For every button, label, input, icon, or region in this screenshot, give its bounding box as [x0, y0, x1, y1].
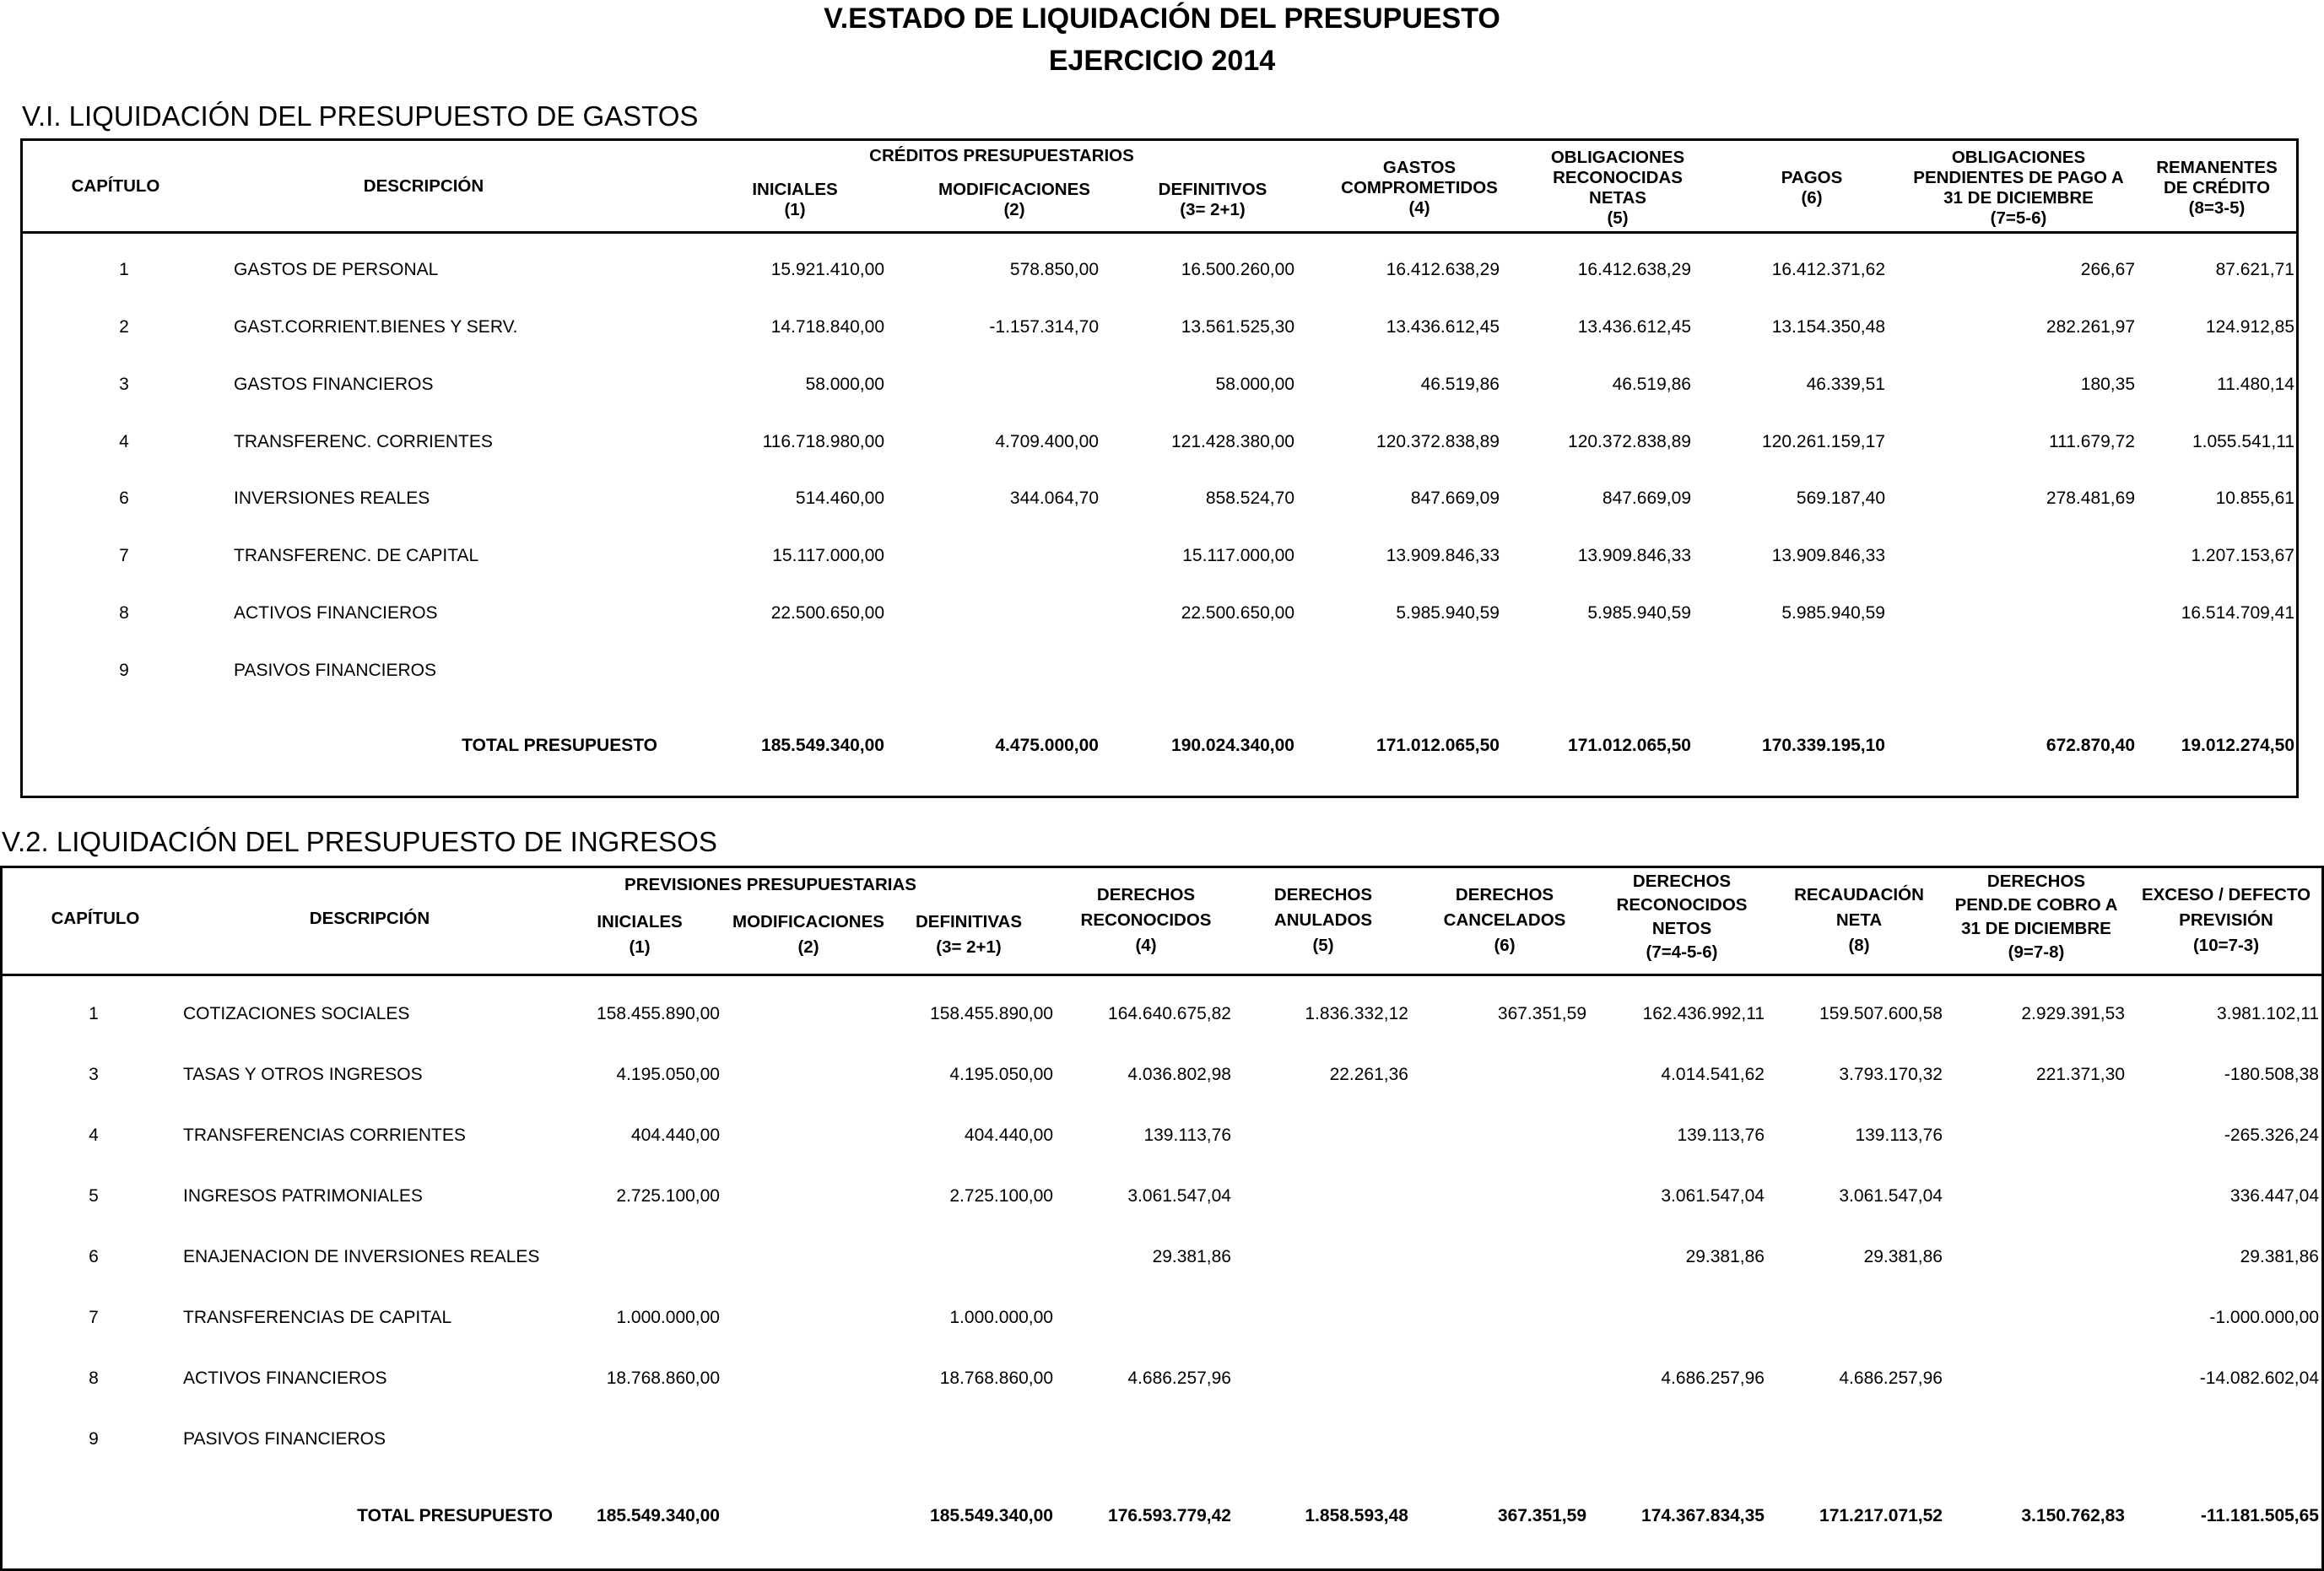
- gastos-table: [20, 138, 2299, 798]
- cell-descripcion: GAST.CORRIENT.BIENES Y SERV.: [234, 317, 518, 337]
- cell-iniciales: 404.440,00: [630, 1126, 720, 1145]
- cell-capitulo: 6: [89, 1247, 99, 1266]
- cell-recaudacion: 3.061.547,04: [1839, 1186, 1943, 1206]
- cell-modificaciones: 4.709.400,00: [995, 432, 1099, 451]
- total-cell-cancelados: 367.351,59: [1497, 1506, 1586, 1525]
- cell-netos: 29.381,86: [1685, 1247, 1765, 1266]
- cell-descripcion: GASTOS FINANCIEROS: [234, 375, 434, 394]
- cell-remanentes: 10.855,61: [2215, 489, 2294, 508]
- col-header-netos: DERECHOS RECONOCIDOS NETOS (7=4-5-6): [1616, 872, 1748, 962]
- total-cell-remanentes: 19.012.274,50: [2181, 736, 2294, 755]
- cell-iniciales: 4.195.050,00: [616, 1065, 720, 1084]
- cell-definitivas: 404.440,00: [964, 1126, 1053, 1145]
- cell-descripcion: ACTIVOS FINANCIEROS: [234, 603, 438, 623]
- cell-netos: 4.014.541,62: [1661, 1065, 1765, 1084]
- cell-pagos: 16.412.371,62: [1771, 260, 1885, 279]
- cell-reconocidos: 4.036.802,98: [1127, 1065, 1231, 1084]
- cell-pendientes: 266,67: [2080, 260, 2135, 279]
- cell-definitivas: 4.195.050,00: [949, 1065, 1053, 1084]
- cell-capitulo: 9: [119, 661, 129, 680]
- cell-modificaciones: 578.850,00: [1009, 260, 1099, 279]
- cell-descripcion: INGRESOS PATRIMONIALES: [183, 1186, 423, 1206]
- cell-iniciales: 14.718.840,00: [770, 317, 884, 337]
- col-header-recaudacion: RECAUDACIÓN NETA (8): [1794, 885, 1924, 955]
- cell-obligaciones: 13.436.612,45: [1577, 317, 1691, 337]
- col-header-cancelados: DERECHOS CANCELADOS (6): [1443, 885, 1566, 955]
- cell-capitulo: 5: [89, 1186, 99, 1206]
- cell-comprometidos: 120.372.838,89: [1376, 432, 1500, 451]
- cell-pagos: 120.261.159,17: [1762, 432, 1885, 451]
- cell-descripcion: PASIVOS FINANCIEROS: [183, 1429, 386, 1449]
- cell-modificaciones: 344.064,70: [1009, 489, 1099, 508]
- col-header-exceso: EXCESO / DEFECTO PREVISIÓN (10=7-3): [2141, 885, 2311, 955]
- cell-comprometidos: 13.909.846,33: [1386, 546, 1500, 565]
- cell-exceso: -14.082.602,04: [2199, 1369, 2319, 1388]
- cell-iniciales: 58.000,00: [805, 375, 884, 394]
- cell-definitivos: 13.561.525,30: [1181, 317, 1294, 337]
- cell-capitulo: 2: [119, 317, 129, 337]
- total-cell-definitivos: 190.024.340,00: [1171, 736, 1294, 755]
- cell-netos: 4.686.257,96: [1661, 1369, 1765, 1388]
- cell-exceso: -1.000.000,00: [2209, 1308, 2319, 1327]
- cell-obligaciones: 120.372.838,89: [1568, 432, 1691, 451]
- cell-capitulo: 3: [119, 375, 129, 394]
- cell-comprometidos: 847.669,09: [1410, 489, 1500, 508]
- cell-descripcion: GASTOS DE PERSONAL: [234, 260, 439, 279]
- cell-reconocidos: 139.113,76: [1143, 1126, 1231, 1145]
- cell-comprometidos: 13.436.612,45: [1386, 317, 1500, 337]
- cell-iniciales: 18.768.860,00: [606, 1369, 720, 1388]
- cell-definitivos: 16.500.260,00: [1181, 260, 1294, 279]
- cell-definitivos: 121.428.380,00: [1171, 432, 1294, 451]
- cell-recaudacion: 3.793.170,32: [1839, 1065, 1943, 1084]
- cell-anulados: 1.836.332,12: [1305, 1004, 1408, 1023]
- total-cell-anulados: 1.858.593,48: [1305, 1506, 1408, 1525]
- col-header-modificaciones: MODIFICACIONES (2): [732, 912, 884, 957]
- gastos-header-divider: [23, 231, 2296, 234]
- cell-capitulo: 9: [89, 1429, 99, 1449]
- cell-iniciales: 15.117.000,00: [772, 546, 884, 565]
- cell-exceso: -265.326,24: [2224, 1126, 2319, 1145]
- cell-pendientes: 180,35: [2080, 375, 2135, 394]
- cell-exceso: 29.381,86: [2240, 1247, 2319, 1266]
- cell-descripcion: INVERSIONES REALES: [234, 489, 430, 508]
- cell-obligaciones: 847.669,09: [1602, 489, 1691, 508]
- cell-capitulo: 1: [119, 260, 129, 279]
- col-header-reconocidos: DERECHOS RECONOCIDOS (4): [1080, 885, 1212, 955]
- ingresos-header-divider: [3, 974, 2321, 976]
- cell-definitivos: 58.000,00: [1215, 375, 1294, 394]
- cell-capitulo: 4: [89, 1126, 99, 1145]
- cell-remanentes: 11.480,14: [2217, 375, 2294, 394]
- cell-anulados: 22.261,36: [1329, 1065, 1408, 1084]
- total-cell-modificaciones: 4.475.000,00: [995, 736, 1099, 755]
- gastos-section-title: V.I. LIQUIDACIÓN DEL PRESUPUESTO DE GASTOS: [22, 100, 699, 132]
- cell-reconocidos: 3.061.547,04: [1127, 1186, 1231, 1206]
- cell-reconocidos: 4.686.257,96: [1127, 1369, 1231, 1388]
- col-group-previsiones: PREVISIONES PRESUPUESTARIAS: [624, 875, 916, 894]
- ingresos-section-title: V.2. LIQUIDACIÓN DEL PRESUPUESTO DE INGRESOS: [2, 826, 717, 857]
- cell-netos: 139.113,76: [1677, 1126, 1765, 1145]
- col-header-descripcion: DESCRIPCIÓN: [309, 909, 430, 928]
- cell-iniciales: 116.718.980,00: [762, 432, 884, 451]
- total-cell-obligaciones: 171.012.065,50: [1568, 736, 1691, 755]
- col-header-pagos: PAGOS (6): [1781, 168, 1843, 208]
- total-label: TOTAL PRESUPUESTO: [357, 1506, 553, 1525]
- cell-capitulo: 8: [89, 1369, 99, 1388]
- total-cell-netos: 174.367.834,35: [1641, 1506, 1765, 1525]
- cell-comprometidos: 16.412.638,29: [1386, 260, 1500, 279]
- col-header-modificaciones: MODIFICACIONES (2): [938, 180, 1090, 219]
- cell-cancelados: 367.351,59: [1497, 1004, 1586, 1023]
- cell-netos: 162.436.992,11: [1642, 1004, 1765, 1023]
- total-cell-recaudacion: 171.217.071,52: [1819, 1506, 1943, 1525]
- cell-recaudacion: 29.381,86: [1863, 1247, 1943, 1266]
- cell-descripcion: ENAJENACION DE INVERSIONES REALES: [183, 1247, 540, 1266]
- cell-remanentes: 87.621,71: [2215, 260, 2294, 279]
- total-cell-reconocidos: 176.593.779,42: [1108, 1506, 1231, 1525]
- cell-pagos: 13.909.846,33: [1771, 546, 1885, 565]
- cell-pendientes: 278.481,69: [2046, 489, 2135, 508]
- cell-pendientes: 282.261,97: [2046, 317, 2135, 337]
- report-title: V.ESTADO DE LIQUIDACIÓN DEL PRESUPUESTO: [824, 3, 1500, 35]
- cell-capitulo: 3: [89, 1065, 99, 1084]
- cell-capitulo: 7: [89, 1308, 99, 1327]
- cell-pagos: 569.187,40: [1796, 489, 1885, 508]
- cell-definitivas: 18.768.860,00: [939, 1369, 1053, 1388]
- cell-remanentes: 1.207.153,67: [2191, 546, 2294, 565]
- col-header-comprometidos: GASTOS COMPROMETIDOS (4): [1341, 158, 1498, 218]
- col-group-creditos: CRÉDITOS PRESUPUESTARIOS: [869, 146, 1134, 165]
- cell-iniciales: 1.000.000,00: [616, 1308, 720, 1327]
- cell-netos: 3.061.547,04: [1661, 1186, 1765, 1206]
- cell-capitulo: 7: [119, 546, 129, 565]
- total-cell-exceso: -11.181.505,65: [2200, 1506, 2319, 1525]
- cell-pendcobro: 2.929.391,53: [2021, 1004, 2125, 1023]
- cell-modificaciones: -1.157.314,70: [989, 317, 1099, 337]
- cell-capitulo: 4: [119, 432, 129, 451]
- cell-iniciales: 158.455.890,00: [597, 1004, 720, 1023]
- cell-definitivas: 1.000.000,00: [949, 1308, 1053, 1327]
- cell-definitivos: 15.117.000,00: [1182, 546, 1294, 565]
- total-cell-definitivas: 185.549.340,00: [930, 1506, 1053, 1525]
- total-cell-pendcobro: 3.150.762,83: [2021, 1506, 2125, 1525]
- col-header-pendientes: OBLIGACIONES PENDIENTES DE PAGO A 31 DE DICIEMBRE (7=5-6): [1913, 148, 2124, 228]
- col-header-iniciales: INICIALES (1): [752, 180, 838, 219]
- cell-capitulo: 8: [119, 603, 129, 623]
- cell-descripcion: COTIZACIONES SOCIALES: [183, 1004, 410, 1023]
- cell-capitulo: 1: [89, 1004, 99, 1023]
- cell-definitivos: 22.500.650,00: [1181, 603, 1294, 623]
- cell-definitivas: 2.725.100,00: [949, 1186, 1053, 1206]
- cell-remanentes: 1.055.541,11: [2192, 432, 2294, 451]
- cell-exceso: -180.508,38: [2224, 1065, 2319, 1084]
- col-header-capitulo: CAPÍTULO: [71, 176, 160, 196]
- cell-obligaciones: 46.519,86: [1612, 375, 1691, 394]
- col-header-obligaciones: OBLIGACIONES RECONOCIDAS NETAS (5): [1550, 148, 1685, 228]
- total-cell-iniciales: 185.549.340,00: [597, 1506, 720, 1525]
- col-header-iniciales: INICIALES (1): [597, 912, 683, 957]
- cell-pendcobro: 221.371,30: [2035, 1065, 2125, 1084]
- total-cell-comprometidos: 171.012.065,50: [1376, 736, 1500, 755]
- cell-definitivos: 858.524,70: [1205, 489, 1294, 508]
- cell-iniciales: 514.460,00: [795, 489, 884, 508]
- cell-obligaciones: 13.909.846,33: [1577, 546, 1691, 565]
- cell-exceso: 336.447,04: [2229, 1186, 2319, 1206]
- cell-descripcion: TRANSFERENCIAS CORRIENTES: [183, 1126, 466, 1145]
- col-header-remanentes: REMANENTES DE CRÉDITO (8=3-5): [2156, 158, 2278, 218]
- cell-obligaciones: 5.985.940,59: [1587, 603, 1691, 623]
- col-header-definitivos: DEFINITIVOS (3= 2+1): [1158, 180, 1267, 219]
- cell-capitulo: 6: [119, 489, 129, 508]
- cell-iniciales: 2.725.100,00: [616, 1186, 720, 1206]
- cell-descripcion: TASAS Y OTROS INGRESOS: [183, 1065, 423, 1084]
- cell-definitivas: 158.455.890,00: [930, 1004, 1053, 1023]
- cell-pagos: 46.339,51: [1806, 375, 1885, 394]
- cell-comprometidos: 46.519,86: [1420, 375, 1500, 394]
- cell-descripcion: PASIVOS FINANCIEROS: [234, 661, 436, 680]
- cell-comprometidos: 5.985.940,59: [1396, 603, 1500, 623]
- cell-reconocidos: 164.640.675,82: [1108, 1004, 1231, 1023]
- cell-recaudacion: 139.113,76: [1855, 1126, 1943, 1145]
- cell-descripcion: TRANSFERENC. DE CAPITAL: [234, 546, 479, 565]
- cell-pendientes: 111.679,72: [2049, 432, 2135, 451]
- cell-remanentes: 16.514.709,41: [2181, 603, 2294, 623]
- cell-pagos: 5.985.940,59: [1781, 603, 1885, 623]
- cell-descripcion: TRANSFERENC. CORRIENTES: [234, 432, 493, 451]
- cell-recaudacion: 4.686.257,96: [1839, 1369, 1943, 1388]
- total-label: TOTAL PRESUPUESTO: [462, 736, 657, 755]
- col-header-anulados: DERECHOS ANULADOS (5): [1273, 885, 1373, 955]
- cell-remanentes: 124.912,85: [2205, 317, 2294, 337]
- cell-descripcion: ACTIVOS FINANCIEROS: [183, 1369, 387, 1388]
- cell-recaudacion: 159.507.600,58: [1819, 1004, 1943, 1023]
- cell-iniciales: 15.921.410,00: [770, 260, 884, 279]
- total-cell-iniciales: 185.549.340,00: [761, 736, 884, 755]
- cell-obligaciones: 16.412.638,29: [1577, 260, 1691, 279]
- col-header-definitivas: DEFINITIVAS (3= 2+1): [915, 912, 1023, 957]
- col-header-descripcion: DESCRIPCIÓN: [363, 176, 484, 196]
- cell-descripcion: TRANSFERENCIAS DE CAPITAL: [183, 1308, 452, 1327]
- cell-iniciales: 22.500.650,00: [770, 603, 884, 623]
- col-header-capitulo: CAPÍTULO: [51, 909, 140, 928]
- col-header-pendcobro: DERECHOS PEND.DE COBRO A 31 DE DICIEMBRE (9=7-8): [1954, 872, 2118, 962]
- cell-exceso: 3.981.102,11: [2216, 1004, 2319, 1023]
- report-subtitle: EJERCICIO 2014: [1048, 45, 1276, 77]
- total-cell-pendientes: 672.870,40: [2046, 736, 2135, 755]
- cell-reconocidos: 29.381,86: [1152, 1247, 1231, 1266]
- total-cell-pagos: 170.339.195,10: [1762, 736, 1885, 755]
- ingresos-table: [0, 866, 2324, 1571]
- cell-pagos: 13.154.350,48: [1771, 317, 1885, 337]
